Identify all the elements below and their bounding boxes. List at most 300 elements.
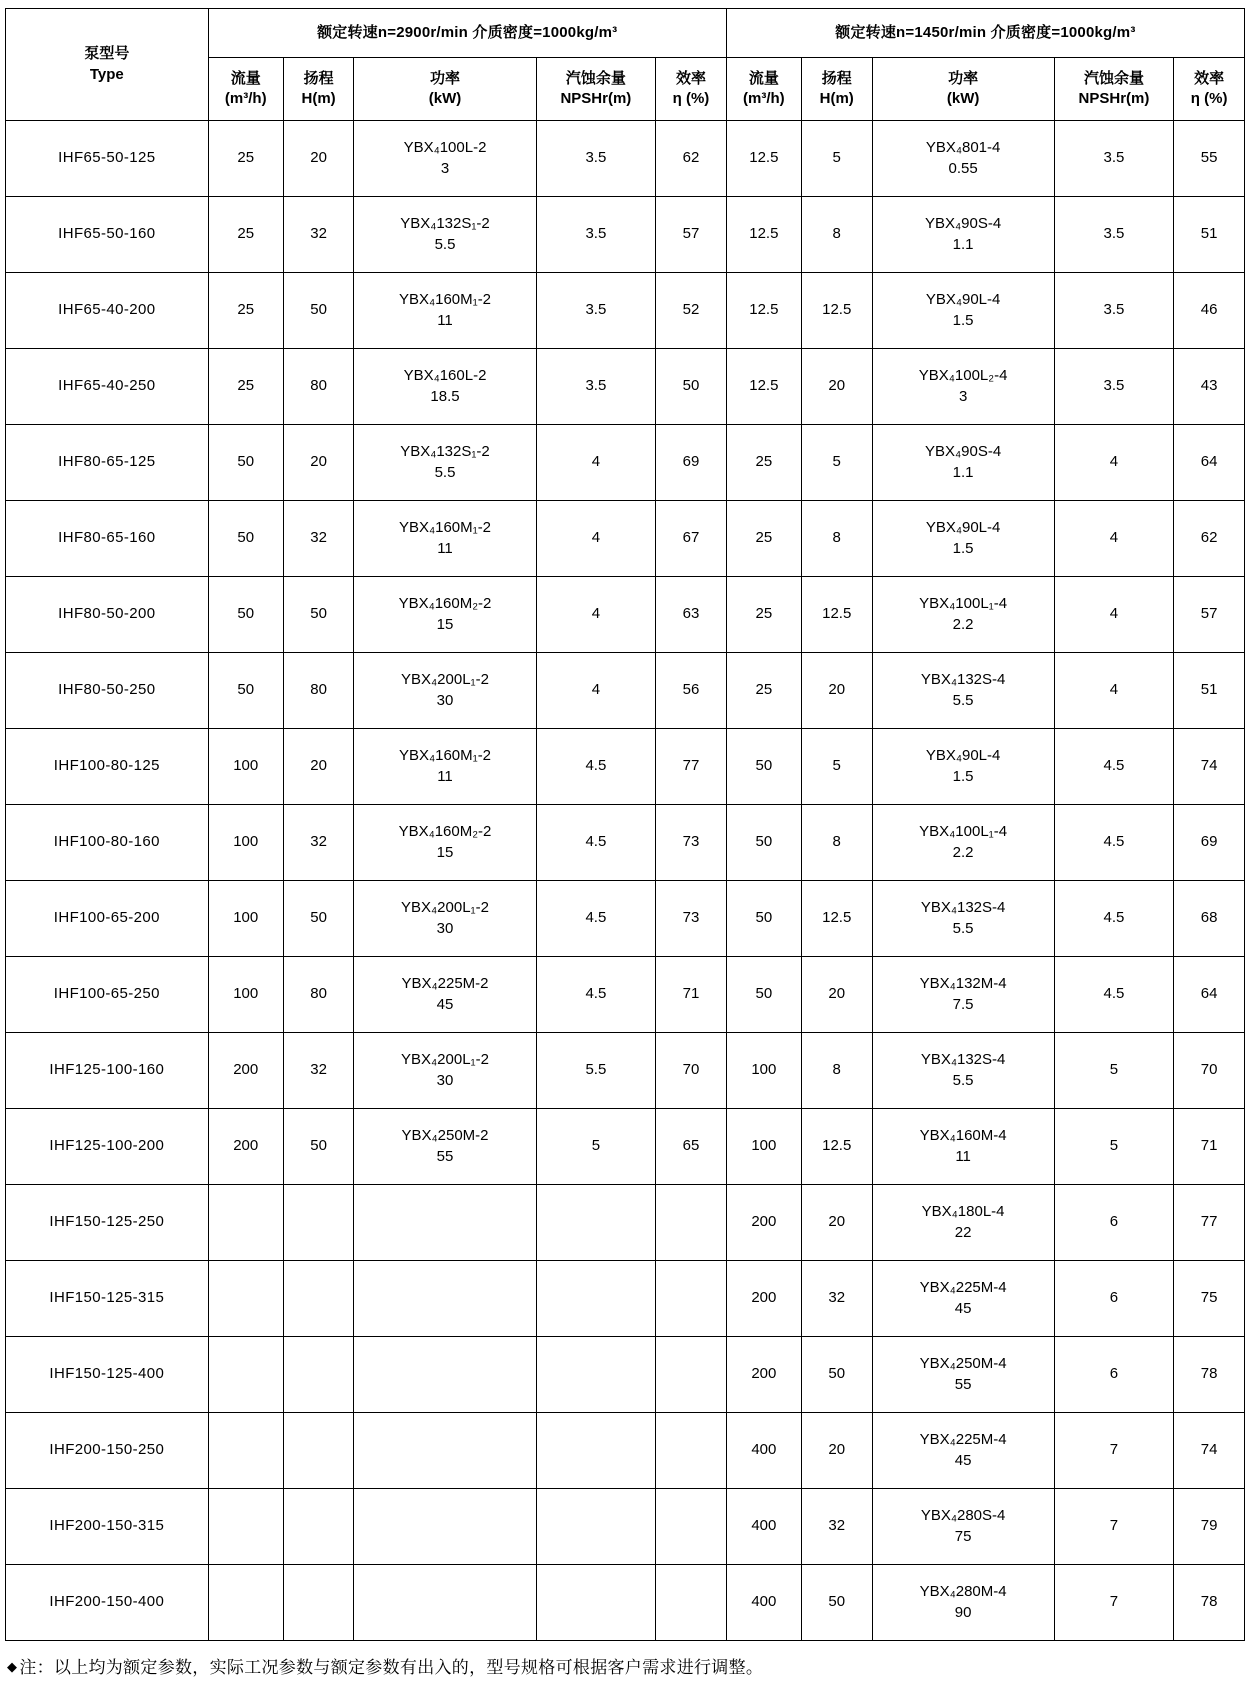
motor-model: YBX₄200L₁-2 bbox=[401, 899, 489, 917]
subheader-power-a bbox=[354, 58, 536, 121]
cell-npshr-2900: 3.5 bbox=[536, 349, 656, 425]
cell-npshr-1450: 7 bbox=[1054, 1413, 1174, 1489]
cell-eff-1450: 74 bbox=[1174, 1413, 1245, 1489]
cell-eff-2900: 73 bbox=[656, 881, 727, 957]
cell-eff-2900: 73 bbox=[656, 805, 727, 881]
motor-model: YBX₄132S-4 bbox=[920, 671, 1006, 689]
cell-eff-1450: 43 bbox=[1174, 349, 1245, 425]
cell-power-1450 bbox=[872, 1033, 1054, 1109]
subheader-eff-b bbox=[1174, 58, 1245, 121]
motor-kw: 55 bbox=[954, 1375, 972, 1393]
cell-model: IHF65-40-250 bbox=[6, 349, 209, 425]
cell-eff-1450: 75 bbox=[1174, 1261, 1245, 1337]
cell-eff-2900 bbox=[656, 1261, 727, 1337]
cell-flow-2900: 100 bbox=[208, 957, 283, 1033]
cell-npshr-1450: 4 bbox=[1054, 425, 1174, 501]
cell-head-2900: 32 bbox=[283, 501, 354, 577]
cell-npshr-2900: 4 bbox=[536, 653, 656, 729]
cell-eff-2900 bbox=[656, 1413, 727, 1489]
cell-eff-2900: 77 bbox=[656, 729, 727, 805]
table-body bbox=[6, 121, 1245, 1641]
table-row bbox=[6, 425, 1245, 501]
cell-power-2900 bbox=[354, 1033, 536, 1109]
motor-model: YBX₄90L-4 bbox=[925, 519, 1001, 537]
cell-head-2900: 80 bbox=[283, 653, 354, 729]
cell-eff-2900: 50 bbox=[656, 349, 727, 425]
cell-power-2900 bbox=[354, 729, 536, 805]
table-row bbox=[6, 1565, 1245, 1641]
cell-head-1450: 50 bbox=[801, 1565, 872, 1641]
table-row bbox=[6, 121, 1245, 197]
table-row bbox=[6, 729, 1245, 805]
cell-head-1450: 12.5 bbox=[801, 881, 872, 957]
cell-power-2900 bbox=[354, 1109, 536, 1185]
cell-head-1450: 32 bbox=[801, 1261, 872, 1337]
cell-power-1450 bbox=[872, 1261, 1054, 1337]
motor-kw: 5.5 bbox=[434, 463, 456, 481]
cell-npshr-2900: 5.5 bbox=[536, 1033, 656, 1109]
motor-kw: 5.5 bbox=[952, 1071, 974, 1089]
cell-npshr-1450: 6 bbox=[1054, 1185, 1174, 1261]
cell-model: IHF65-40-200 bbox=[6, 273, 209, 349]
cell-power-1450 bbox=[872, 957, 1054, 1033]
cell-npshr-2900 bbox=[536, 1565, 656, 1641]
cell-power-2900 bbox=[354, 1261, 536, 1337]
cell-power-2900 bbox=[354, 881, 536, 957]
cell-npshr-2900: 3.5 bbox=[536, 121, 656, 197]
motor-model: YBX₄250M-2 bbox=[401, 1127, 489, 1145]
cell-power-2900 bbox=[354, 1565, 536, 1641]
cell-head-1450: 20 bbox=[801, 349, 872, 425]
motor-model: YBX₄225M-4 bbox=[919, 1279, 1007, 1297]
motor-kw: 5.5 bbox=[434, 235, 456, 253]
cell-npshr-1450: 3.5 bbox=[1054, 349, 1174, 425]
cell-flow-1450: 200 bbox=[726, 1185, 801, 1261]
subheader-head-a bbox=[283, 58, 354, 121]
cell-npshr-2900: 4.5 bbox=[536, 729, 656, 805]
cell-flow-1450: 400 bbox=[726, 1413, 801, 1489]
cell-eff-1450: 55 bbox=[1174, 121, 1245, 197]
motor-model: YBX₄160M₂-2 bbox=[398, 595, 492, 613]
motor-model: YBX₄100L-2 bbox=[403, 139, 487, 157]
motor-kw: 2.2 bbox=[952, 615, 974, 633]
motor-kw: 11 bbox=[437, 311, 453, 329]
cell-head-2900: 80 bbox=[283, 957, 354, 1033]
cell-power-1450 bbox=[872, 1109, 1054, 1185]
cell-npshr-1450: 6 bbox=[1054, 1337, 1174, 1413]
subheader-eff-b-l2: η (%) bbox=[1190, 90, 1228, 107]
motor-kw: 11 bbox=[955, 1147, 971, 1165]
motor-kw: 7.5 bbox=[952, 995, 974, 1013]
cell-eff-2900: 65 bbox=[656, 1109, 727, 1185]
motor-model: YBX₄160M₁-2 bbox=[398, 747, 492, 765]
motor-kw: 55 bbox=[436, 1147, 454, 1165]
cell-power-2900 bbox=[354, 1413, 536, 1489]
cell-power-2900 bbox=[354, 273, 536, 349]
cell-flow-2900: 25 bbox=[208, 273, 283, 349]
group-header-2900: 额定转速n=2900r/min 介质密度=1000kg/m³ bbox=[208, 9, 726, 58]
cell-model: IHF200-150-315 bbox=[6, 1489, 209, 1565]
motor-kw: 30 bbox=[436, 1071, 454, 1089]
cell-model: IHF80-50-200 bbox=[6, 577, 209, 653]
motor-model: YBX₄200L₁-2 bbox=[401, 1051, 489, 1069]
cell-eff-1450: 62 bbox=[1174, 501, 1245, 577]
footnote-bullet-icon: ◆ bbox=[7, 1659, 18, 1674]
cell-npshr-1450: 4 bbox=[1054, 653, 1174, 729]
motor-model: YBX₄90L-4 bbox=[925, 291, 1001, 309]
cell-npshr-2900 bbox=[536, 1261, 656, 1337]
subheader-npshr-a bbox=[536, 58, 656, 121]
cell-eff-2900 bbox=[656, 1185, 727, 1261]
cell-npshr-2900 bbox=[536, 1337, 656, 1413]
motor-model: YBX₄100L₁-4 bbox=[919, 823, 1008, 841]
cell-flow-2900: 50 bbox=[208, 653, 283, 729]
cell-npshr-1450: 6 bbox=[1054, 1261, 1174, 1337]
motor-model: YBX₄225M-4 bbox=[919, 1431, 1007, 1449]
cell-eff-1450: 64 bbox=[1174, 425, 1245, 501]
subheader-eff-b-l1: 效率 bbox=[1194, 69, 1225, 87]
cell-head-2900: 32 bbox=[283, 1033, 354, 1109]
motor-model: YBX₄280M-4 bbox=[919, 1583, 1007, 1601]
cell-model: IHF100-80-125 bbox=[6, 729, 209, 805]
cell-power-1450 bbox=[872, 1565, 1054, 1641]
cell-power-1450 bbox=[872, 729, 1054, 805]
motor-model: YBX₄90S-4 bbox=[925, 215, 1002, 233]
group-header-1450: 额定转速n=1450r/min 介质密度=1000kg/m³ bbox=[726, 9, 1244, 58]
subheader-flow-a-l2: (m³/h) bbox=[224, 90, 267, 107]
cell-power-2900 bbox=[354, 1185, 536, 1261]
cell-model: IHF65-50-160 bbox=[6, 197, 209, 273]
cell-eff-2900: 62 bbox=[656, 121, 727, 197]
footnote-text: 注：以上均为额定参数，实际工况参数与额定参数有出入的，型号规格可根据客户需求进行调整。 bbox=[19, 1658, 764, 1677]
subheader-head-b-l1: 扬程 bbox=[821, 69, 852, 87]
subheader-power-b-l2: (kW) bbox=[946, 90, 980, 107]
cell-eff-2900: 69 bbox=[656, 425, 727, 501]
cell-eff-1450: 77 bbox=[1174, 1185, 1245, 1261]
cell-eff-2900 bbox=[656, 1489, 727, 1565]
cell-npshr-2900: 4.5 bbox=[536, 957, 656, 1033]
cell-head-2900 bbox=[283, 1337, 354, 1413]
cell-head-2900 bbox=[283, 1413, 354, 1489]
table-row bbox=[6, 1033, 1245, 1109]
cell-eff-1450: 68 bbox=[1174, 881, 1245, 957]
cell-flow-2900 bbox=[208, 1565, 283, 1641]
cell-npshr-2900 bbox=[536, 1489, 656, 1565]
motor-model: YBX₄160M₁-2 bbox=[398, 519, 492, 537]
cell-head-1450: 12.5 bbox=[801, 1109, 872, 1185]
cell-eff-1450: 78 bbox=[1174, 1337, 1245, 1413]
motor-model: YBX₄200L₁-2 bbox=[401, 671, 489, 689]
motor-model: YBX₄90L-4 bbox=[925, 747, 1001, 765]
cell-flow-2900: 50 bbox=[208, 501, 283, 577]
cell-flow-2900 bbox=[208, 1185, 283, 1261]
table-row bbox=[6, 653, 1245, 729]
cell-head-2900: 32 bbox=[283, 805, 354, 881]
cell-flow-1450: 50 bbox=[726, 729, 801, 805]
motor-model: YBX₄801-4 bbox=[925, 139, 1001, 157]
cell-power-1450 bbox=[872, 501, 1054, 577]
cell-eff-2900 bbox=[656, 1565, 727, 1641]
cell-head-1450: 5 bbox=[801, 425, 872, 501]
cell-eff-2900: 71 bbox=[656, 957, 727, 1033]
cell-power-1450 bbox=[872, 121, 1054, 197]
motor-model: YBX₄180L-4 bbox=[921, 1203, 1005, 1221]
cell-head-1450: 32 bbox=[801, 1489, 872, 1565]
motor-model: YBX₄225M-2 bbox=[401, 975, 489, 993]
cell-flow-2900: 100 bbox=[208, 805, 283, 881]
cell-head-1450: 5 bbox=[801, 121, 872, 197]
cell-flow-2900 bbox=[208, 1261, 283, 1337]
subheader-npshr-a-l2: NPSHr(m) bbox=[560, 90, 632, 107]
cell-power-2900 bbox=[354, 197, 536, 273]
motor-model: YBX₄132S-4 bbox=[920, 1051, 1006, 1069]
footnote bbox=[5, 1655, 1245, 1681]
motor-model: YBX₄100L₁-4 bbox=[919, 595, 1008, 613]
table-head bbox=[6, 9, 1245, 121]
subheader-flow-b-l2: (m³/h) bbox=[743, 90, 785, 107]
cell-power-2900 bbox=[354, 653, 536, 729]
motor-kw: 18.5 bbox=[430, 387, 460, 405]
cell-flow-2900: 25 bbox=[208, 197, 283, 273]
pump-spec-table bbox=[5, 8, 1245, 1641]
subheader-power-a-l1: 功率 bbox=[429, 69, 460, 87]
cell-npshr-1450: 4.5 bbox=[1054, 805, 1174, 881]
table-row bbox=[6, 1413, 1245, 1489]
cell-npshr-1450: 7 bbox=[1054, 1565, 1174, 1641]
cell-flow-2900: 100 bbox=[208, 729, 283, 805]
cell-head-1450: 8 bbox=[801, 805, 872, 881]
cell-eff-1450: 71 bbox=[1174, 1109, 1245, 1185]
cell-eff-1450: 79 bbox=[1174, 1489, 1245, 1565]
cell-flow-1450: 25 bbox=[726, 501, 801, 577]
cell-power-2900 bbox=[354, 121, 536, 197]
cell-model: IHF200-150-250 bbox=[6, 1413, 209, 1489]
motor-model: YBX₄160M₁-2 bbox=[398, 291, 492, 309]
cell-head-1450: 20 bbox=[801, 1185, 872, 1261]
table-row bbox=[6, 957, 1245, 1033]
motor-model: YBX₄132S₁-2 bbox=[400, 215, 490, 233]
table-head-row-1 bbox=[6, 9, 1245, 58]
motor-model: YBX₄160M-4 bbox=[919, 1127, 1007, 1145]
motor-kw: 15 bbox=[436, 615, 454, 633]
cell-power-1450 bbox=[872, 1489, 1054, 1565]
cell-eff-2900 bbox=[656, 1337, 727, 1413]
cell-head-1450: 8 bbox=[801, 501, 872, 577]
cell-flow-1450: 200 bbox=[726, 1337, 801, 1413]
cell-power-2900 bbox=[354, 501, 536, 577]
cell-flow-2900: 25 bbox=[208, 349, 283, 425]
subheader-npshr-a-l1: 汽蚀余量 bbox=[565, 69, 626, 87]
motor-kw: 30 bbox=[436, 691, 454, 709]
cell-npshr-2900: 4 bbox=[536, 577, 656, 653]
motor-kw: 2.2 bbox=[952, 843, 974, 861]
cell-power-1450 bbox=[872, 577, 1054, 653]
cell-npshr-1450: 7 bbox=[1054, 1489, 1174, 1565]
table-row bbox=[6, 349, 1245, 425]
table-row bbox=[6, 881, 1245, 957]
cell-flow-1450: 50 bbox=[726, 957, 801, 1033]
cell-power-1450 bbox=[872, 1185, 1054, 1261]
subheader-head-a-l2: H(m) bbox=[301, 90, 336, 107]
cell-model: IHF125-100-160 bbox=[6, 1033, 209, 1109]
cell-eff-1450: 78 bbox=[1174, 1565, 1245, 1641]
motor-model: YBX₄132S-4 bbox=[920, 899, 1006, 917]
cell-eff-2900: 67 bbox=[656, 501, 727, 577]
subheader-head-b-l2: H(m) bbox=[819, 90, 854, 107]
motor-model: YBX₄250M-4 bbox=[919, 1355, 1007, 1373]
cell-head-1450: 20 bbox=[801, 957, 872, 1033]
cell-head-1450: 8 bbox=[801, 1033, 872, 1109]
cell-flow-1450: 25 bbox=[726, 653, 801, 729]
cell-flow-1450: 12.5 bbox=[726, 197, 801, 273]
cell-flow-2900: 200 bbox=[208, 1033, 283, 1109]
cell-eff-1450: 51 bbox=[1174, 197, 1245, 273]
table-row bbox=[6, 197, 1245, 273]
cell-head-2900: 50 bbox=[283, 1109, 354, 1185]
cell-npshr-1450: 4 bbox=[1054, 501, 1174, 577]
cell-eff-2900: 63 bbox=[656, 577, 727, 653]
cell-npshr-1450: 3.5 bbox=[1054, 197, 1174, 273]
cell-npshr-2900: 5 bbox=[536, 1109, 656, 1185]
table-row bbox=[6, 501, 1245, 577]
cell-npshr-2900 bbox=[536, 1413, 656, 1489]
cell-flow-2900: 200 bbox=[208, 1109, 283, 1185]
cell-eff-2900: 52 bbox=[656, 273, 727, 349]
cell-flow-2900 bbox=[208, 1413, 283, 1489]
cell-head-2900: 20 bbox=[283, 425, 354, 501]
cell-npshr-1450: 5 bbox=[1054, 1033, 1174, 1109]
cell-flow-2900: 100 bbox=[208, 881, 283, 957]
subheader-power-b-l1: 功率 bbox=[948, 69, 979, 87]
cell-power-1450 bbox=[872, 273, 1054, 349]
cell-head-1450: 20 bbox=[801, 1413, 872, 1489]
cell-flow-1450: 400 bbox=[726, 1565, 801, 1641]
motor-kw: 45 bbox=[954, 1299, 972, 1317]
cell-model: IHF200-150-400 bbox=[6, 1565, 209, 1641]
cell-eff-1450: 70 bbox=[1174, 1033, 1245, 1109]
cell-flow-1450: 12.5 bbox=[726, 121, 801, 197]
cell-power-1450 bbox=[872, 1413, 1054, 1489]
cell-flow-2900: 50 bbox=[208, 425, 283, 501]
cell-power-2900 bbox=[354, 349, 536, 425]
cell-flow-1450: 200 bbox=[726, 1261, 801, 1337]
cell-power-1450 bbox=[872, 881, 1054, 957]
cell-flow-1450: 100 bbox=[726, 1033, 801, 1109]
table-row bbox=[6, 1109, 1245, 1185]
cell-power-1450 bbox=[872, 805, 1054, 881]
cell-model: IHF80-50-250 bbox=[6, 653, 209, 729]
cell-head-2900 bbox=[283, 1261, 354, 1337]
cell-flow-1450: 25 bbox=[726, 577, 801, 653]
cell-power-2900 bbox=[354, 957, 536, 1033]
cell-npshr-2900: 4.5 bbox=[536, 805, 656, 881]
subheader-head-a-l1: 扬程 bbox=[303, 69, 334, 87]
motor-model: YBX₄280S-4 bbox=[920, 1507, 1006, 1525]
cell-power-1450 bbox=[872, 425, 1054, 501]
cell-eff-1450: 64 bbox=[1174, 957, 1245, 1033]
motor-kw: 5.5 bbox=[952, 919, 974, 937]
cell-npshr-1450: 4.5 bbox=[1054, 729, 1174, 805]
motor-kw: 1.5 bbox=[952, 539, 974, 557]
motor-kw: 15 bbox=[436, 843, 454, 861]
cell-head-1450: 12.5 bbox=[801, 273, 872, 349]
cell-npshr-1450: 3.5 bbox=[1054, 121, 1174, 197]
motor-model: YBX₄90S-4 bbox=[925, 443, 1002, 461]
motor-model: YBX₄160M₂-2 bbox=[398, 823, 492, 841]
cell-npshr-1450: 4.5 bbox=[1054, 957, 1174, 1033]
cell-npshr-2900: 4 bbox=[536, 425, 656, 501]
cell-model: IHF150-125-315 bbox=[6, 1261, 209, 1337]
cell-model: IHF150-125-250 bbox=[6, 1185, 209, 1261]
cell-flow-2900 bbox=[208, 1337, 283, 1413]
table-row bbox=[6, 273, 1245, 349]
cell-model: IHF80-65-125 bbox=[6, 425, 209, 501]
cell-head-2900: 32 bbox=[283, 197, 354, 273]
cell-npshr-1450: 3.5 bbox=[1054, 273, 1174, 349]
cell-head-2900 bbox=[283, 1185, 354, 1261]
cell-head-2900 bbox=[283, 1489, 354, 1565]
cell-eff-2900: 56 bbox=[656, 653, 727, 729]
cell-power-1450 bbox=[872, 653, 1054, 729]
subheader-eff-a bbox=[656, 58, 727, 121]
cell-head-2900: 50 bbox=[283, 273, 354, 349]
subheader-npshr-b bbox=[1054, 58, 1174, 121]
motor-kw: 3 bbox=[440, 159, 450, 177]
cell-model: IHF125-100-200 bbox=[6, 1109, 209, 1185]
subheader-power-b bbox=[872, 58, 1054, 121]
cell-flow-2900: 50 bbox=[208, 577, 283, 653]
subheader-head-b bbox=[801, 58, 872, 121]
motor-kw: 75 bbox=[954, 1527, 972, 1545]
cell-model: IHF80-65-160 bbox=[6, 501, 209, 577]
col-header-type-cn: 泵型号 bbox=[84, 45, 130, 63]
motor-model: YBX₄132S₁-2 bbox=[400, 443, 490, 461]
cell-head-1450: 5 bbox=[801, 729, 872, 805]
motor-kw: 1.5 bbox=[952, 311, 974, 329]
cell-head-1450: 12.5 bbox=[801, 577, 872, 653]
cell-power-1450 bbox=[872, 349, 1054, 425]
subheader-flow-b-l1: 流量 bbox=[748, 69, 779, 87]
cell-power-2900 bbox=[354, 805, 536, 881]
motor-kw: 1.1 bbox=[952, 463, 974, 481]
cell-head-2900: 50 bbox=[283, 881, 354, 957]
motor-kw: 1.5 bbox=[952, 767, 974, 785]
cell-flow-1450: 400 bbox=[726, 1489, 801, 1565]
motor-model: YBX₄100L₂-4 bbox=[918, 367, 1008, 385]
subheader-flow-a bbox=[208, 58, 283, 121]
motor-kw: 1.1 bbox=[952, 235, 974, 253]
motor-kw: 11 bbox=[437, 767, 453, 785]
cell-power-1450 bbox=[872, 1337, 1054, 1413]
table-row bbox=[6, 1489, 1245, 1565]
motor-kw: 45 bbox=[954, 1451, 972, 1469]
cell-flow-1450: 12.5 bbox=[726, 273, 801, 349]
subheader-flow-b bbox=[726, 58, 801, 121]
table-row bbox=[6, 1261, 1245, 1337]
cell-head-1450: 50 bbox=[801, 1337, 872, 1413]
cell-head-2900: 20 bbox=[283, 729, 354, 805]
cell-flow-1450: 12.5 bbox=[726, 349, 801, 425]
cell-npshr-2900: 4.5 bbox=[536, 881, 656, 957]
cell-npshr-2900: 4 bbox=[536, 501, 656, 577]
subheader-power-a-l2: (kW) bbox=[428, 90, 462, 107]
subheader-eff-a-l2: η (%) bbox=[672, 90, 710, 107]
cell-flow-2900: 25 bbox=[208, 121, 283, 197]
table-row bbox=[6, 1185, 1245, 1261]
table-row bbox=[6, 1337, 1245, 1413]
cell-eff-2900: 57 bbox=[656, 197, 727, 273]
motor-kw: 11 bbox=[437, 539, 453, 557]
